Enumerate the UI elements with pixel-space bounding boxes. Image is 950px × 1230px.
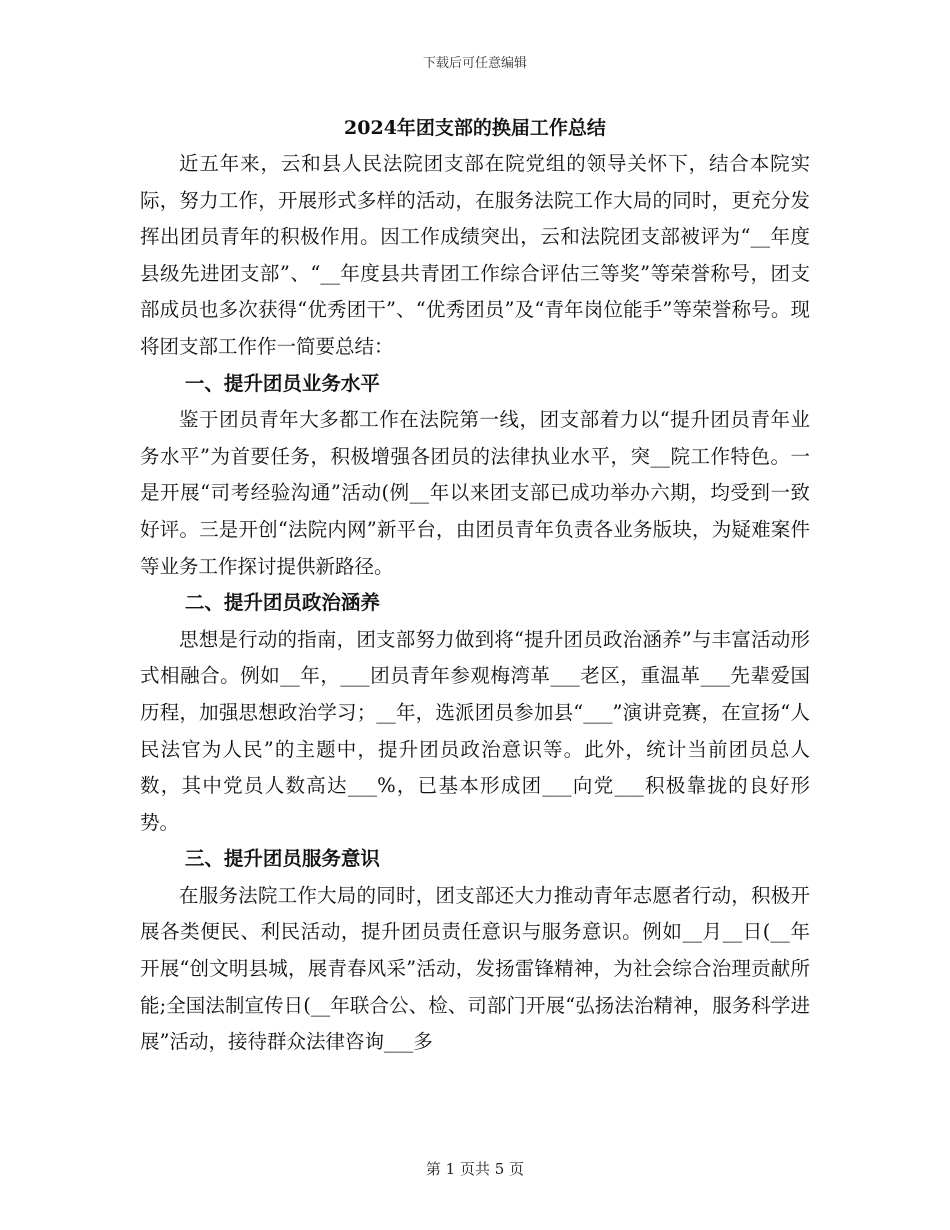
- section-3-body: 在服务法院工作大局的同时，团支部还大力推动青年志愿者行动，积极开展各类便民、利民活动，提升团员责任意识与服务意识。例如__月__日(__年开展“创文明县城，展青春风采”活动，发扬雷锋精神，为社会综合治理贡献所能;全国法制宣传日(__年联合公、检、司部门开展“弘扬法治精神，服务科学进展”活动，接待群众法律咨询___多: [140, 883, 810, 1054]
- document-title: 2024年团支部的换届工作总结: [344, 117, 606, 139]
- section-2-body: 思想是行动的指南，团支部努力做到将“提升团员政治涵养”与丰富活动形式相融合。例如__年，___团员青年参观梅湾革___老区，重温革___先辈爱国历程，加强思想政治学习；__年，选派团员参加县“___”演讲竞赛，在宣扬“人民法官为人民”的主题中，提升团员政治意识等。此外，统计当前团员总人数，其中党员人数高达___%，已基本形成团___向党___积极靠拢的良好形势。: [140, 627, 810, 834]
- intro-paragraph: 近五年来，云和县人民法院团支部在院党组的领导关怀下，结合本院实际，努力工作，开展形式多样的活动，在服务法院工作大局的同时，更充分发挥出团员青年的积极作用。因工作成绩突出，云和法院团支部被评为“__年度县级先进团支部”、“__年度县共青团工作综合评估三等奖”等荣誉称号，团支部成员也多次获得“优秀团干”、“优秀团员”及“青年岗位能手”等荣誉称号。现将团支部工作作一简要总结：: [140, 152, 810, 358]
- header-note: 下载后可任意编辑: [422, 56, 527, 71]
- section-3-heading: 三、提升团员服务意识: [184, 847, 380, 871]
- document-body: [140, 110, 810, 1061]
- section-1-body: 鉴于团员青年大多都工作在法院第一线，团支部着力以“提升团员青年业务水平”为首要任务，积极增强各团员的法律执业水平，突__院工作特色。一是开展“司考经验沟通”活动(例__年以来团支部已成功举办六期，均受到一致好评。三是开创“法院内网”新平台，由团员青年负责各业务版块，为疑难案件等业务工作探讨提供新路径。: [140, 408, 810, 578]
- section-1-heading: 一、提升团员业务水平: [184, 371, 380, 395]
- page-number: 第 1 页共 5 页: [425, 1160, 525, 1178]
- section-2-heading: 二、提升团员政治涵养: [184, 591, 380, 615]
